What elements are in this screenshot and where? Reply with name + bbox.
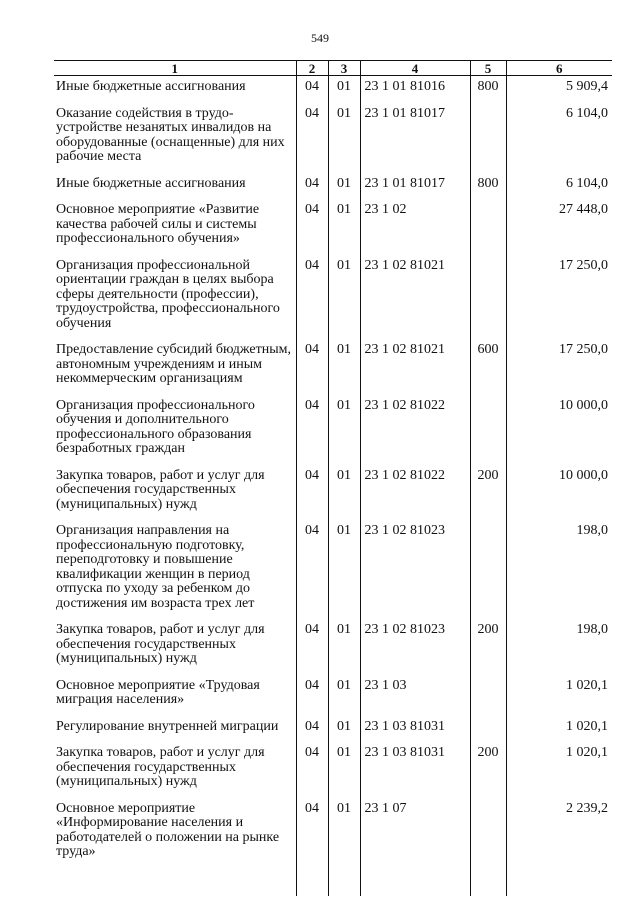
row-section: 04 [296,255,328,340]
row-subsection: 01 [328,675,360,716]
table-row [54,675,612,716]
row-expense-type [470,798,506,868]
row-section: 04 [296,76,328,103]
row-subsection: 01 [328,395,360,465]
row-name: Организация профессиональной ориентации граждан в целях выбора сферы деятельности (профессии), трудоустройства, профессионального обучения [54,255,296,340]
row-target-article: 23 1 01 81017 [360,103,470,173]
table-row [54,798,612,868]
table-row [54,619,612,675]
row-subsection: 01 [328,465,360,521]
table-header-row [54,61,612,76]
row-target-article: 23 1 02 [360,199,470,255]
row-section: 04 [296,339,328,395]
row-name: Регулирование внутренней миграции [54,716,296,743]
row-expense-type [470,103,506,173]
row-expense-type [470,255,506,340]
row-section: 04 [296,103,328,173]
row-target-article: 23 1 02 81021 [360,339,470,395]
row-amount: 17 250,0 [506,255,612,340]
row-amount: 1 020,1 [506,742,612,798]
row-expense-type: 200 [470,465,506,521]
empty-cell [296,868,328,896]
row-name: Основное мероприятие «Развитие качества рабочей силы и системы профессионального обучения» [54,199,296,255]
row-amount: 198,0 [506,520,612,619]
row-target-article: 23 1 01 81016 [360,76,470,103]
table-row [54,76,612,103]
row-expense-type: 200 [470,619,506,675]
row-name: Закупка товаров, работ и услуг для обеспечения государственных (муниципальных) нужд [54,465,296,521]
row-expense-type [470,675,506,716]
empty-cell [470,868,506,896]
row-expense-type: 200 [470,742,506,798]
row-target-article: 23 1 03 81031 [360,716,470,743]
row-section: 04 [296,742,328,798]
row-subsection: 01 [328,173,360,200]
table-row [54,339,612,395]
column-header: 6 [506,61,612,76]
row-section: 04 [296,619,328,675]
row-expense-type: 800 [470,76,506,103]
row-subsection: 01 [328,716,360,743]
row-subsection: 01 [328,742,360,798]
column-header: 1 [54,61,296,76]
row-name: Иные бюджетные ассигнования [54,76,296,103]
row-target-article: 23 1 01 81017 [360,173,470,200]
row-subsection: 01 [328,798,360,868]
row-target-article: 23 1 02 81023 [360,520,470,619]
row-subsection: 01 [328,103,360,173]
row-amount: 2 239,2 [506,798,612,868]
table-row [54,520,612,619]
row-amount: 5 909,4 [506,76,612,103]
row-name: Основное мероприятие «Трудовая миграция населения» [54,675,296,716]
table-body [54,76,612,896]
table-row [54,173,612,200]
row-name: Организация направления на профессиональную подготовку, переподготовку и повышение квалификации женщин в период отпуска по уходу за ребенком до достижения им возраста трех лет [54,520,296,619]
row-expense-type [470,199,506,255]
row-subsection: 01 [328,619,360,675]
row-section: 04 [296,798,328,868]
row-expense-type [470,716,506,743]
row-amount: 10 000,0 [506,395,612,465]
row-target-article: 23 1 07 [360,798,470,868]
page-number: 549 [311,31,329,45]
row-section: 04 [296,395,328,465]
row-amount: 27 448,0 [506,199,612,255]
table-row [54,716,612,743]
row-amount: 17 250,0 [506,339,612,395]
row-subsection: 01 [328,339,360,395]
row-target-article: 23 1 02 81023 [360,619,470,675]
column-header: 4 [360,61,470,76]
row-subsection: 01 [328,199,360,255]
row-expense-type: 600 [470,339,506,395]
row-subsection: 01 [328,255,360,340]
row-amount: 1 020,1 [506,675,612,716]
table-row [54,465,612,521]
budget-table [54,60,612,896]
row-amount: 10 000,0 [506,465,612,521]
row-expense-type [470,520,506,619]
table-filler-row [54,868,612,896]
row-name: Иные бюджетные ассигнования [54,173,296,200]
row-section: 04 [296,520,328,619]
row-target-article: 23 1 03 [360,675,470,716]
row-section: 04 [296,675,328,716]
table-row [54,742,612,798]
column-header: 5 [470,61,506,76]
row-section: 04 [296,173,328,200]
row-target-article: 23 1 03 81031 [360,742,470,798]
row-subsection: 01 [328,520,360,619]
row-expense-type [470,395,506,465]
column-header: 2 [296,61,328,76]
row-subsection: 01 [328,76,360,103]
empty-cell [360,868,470,896]
row-section: 04 [296,199,328,255]
row-name: Закупка товаров, работ и услуг для обеспечения государственных (муниципальных) нужд [54,742,296,798]
empty-cell [328,868,360,896]
row-name: Основное мероприятие «Информирование населения и работодателей о положении на рынке труда» [54,798,296,868]
row-name: Закупка товаров, работ и услуг для обеспечения государственных (муниципальных) нужд [54,619,296,675]
table-row [54,199,612,255]
column-header: 3 [328,61,360,76]
row-amount: 198,0 [506,619,612,675]
table-row [54,255,612,340]
row-target-article: 23 1 02 81022 [360,395,470,465]
row-amount: 1 020,1 [506,716,612,743]
row-name: Оказание содействия в трудо-устройстве незанятых инвалидов на оборудованные (оснащенные) для них рабочие места [54,103,296,173]
row-section: 04 [296,465,328,521]
row-target-article: 23 1 02 81022 [360,465,470,521]
table-row [54,103,612,173]
row-name: Предоставление субсидий бюджетным, автономным учреждениям и иным некоммерческим организациям [54,339,296,395]
empty-cell [506,868,612,896]
row-amount: 6 104,0 [506,173,612,200]
empty-cell [54,868,296,896]
row-target-article: 23 1 02 81021 [360,255,470,340]
row-name: Организация профессионального обучения и дополнительного профессионального образования безработных граждан [54,395,296,465]
row-section: 04 [296,716,328,743]
table-row [54,395,612,465]
row-expense-type: 800 [470,173,506,200]
row-amount: 6 104,0 [506,103,612,173]
